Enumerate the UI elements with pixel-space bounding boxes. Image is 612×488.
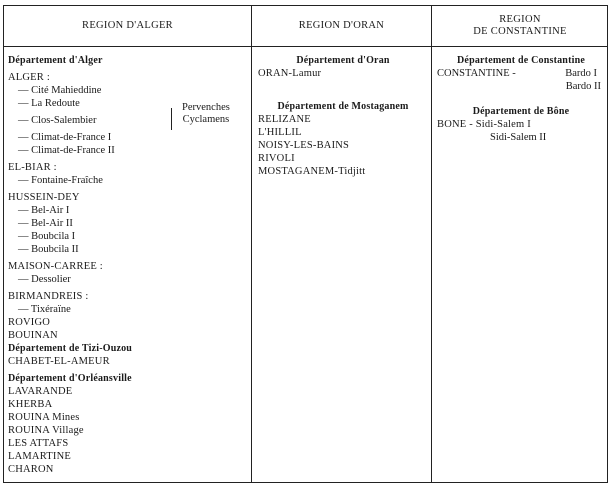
header-rule	[4, 46, 607, 47]
dept-bone-title: Département de Bône	[472, 106, 570, 117]
bracket-note: Pervenches Cyclamens	[182, 102, 230, 125]
town-bone: BONE - Sidi-Salem I	[437, 119, 531, 130]
sub-item: — Tixéraïne	[18, 304, 71, 315]
town-item: LAMARTINE	[8, 451, 71, 462]
town-item: RIVOLI	[258, 153, 295, 164]
town-item: NOISY-LES-BAINS	[258, 140, 350, 151]
town-birmandreis: BIRMANDREIS :	[8, 291, 89, 302]
dept-alger-title: Département d'Alger	[8, 55, 103, 66]
town-item: L'HILLIL	[258, 127, 302, 138]
sub-item: — Bel-Air II	[18, 218, 73, 229]
dept-orleansville-title: Département d'Orléansville	[8, 373, 132, 384]
header-region-alger: REGION D'ALGER	[82, 20, 173, 31]
sub-item: — Boubcila II	[18, 244, 79, 255]
town-bouinan: BOUINAN	[8, 330, 58, 341]
header-region-oran: REGION D'ORAN	[298, 20, 385, 31]
sub-item: — Fontaine-Fraîche	[18, 175, 103, 186]
town-item: CHARON	[8, 464, 54, 475]
sub-item: Bardo II	[565, 81, 601, 92]
sub-item: — Dessolier	[18, 274, 71, 285]
dept-mostaganem-title: Département de Mostaganem	[277, 101, 409, 112]
town-item: LES ATTAFS	[8, 438, 69, 449]
town-alger: ALGER :	[8, 72, 50, 83]
column-divider-2	[431, 6, 432, 482]
town-el-biar: EL-BIAR :	[8, 162, 57, 173]
sub-item: Bardo I	[565, 68, 597, 79]
town-item: KHERBA	[8, 399, 53, 410]
town-maison-carree: MAISON-CARREE :	[8, 261, 103, 272]
sub-item: — Boubcila I	[18, 231, 76, 242]
sub-item: — La Redoute	[18, 98, 80, 109]
sub-item: — Clos-Salembier	[18, 115, 97, 126]
dept-oran-title: Département d'Oran	[296, 55, 390, 66]
sub-item: — Cité Mahieddine	[18, 85, 102, 96]
constantine-row-1	[437, 67, 605, 80]
sub-item: — Bel-Air I	[18, 205, 70, 216]
town-item: MOSTAGANEM-Tidjitt	[258, 166, 366, 177]
town-rovigo: ROVIGO	[8, 317, 51, 328]
town-item: RELIZANE	[258, 114, 311, 125]
town-item: ROUINA Mines	[8, 412, 80, 423]
sub-item: Sidi-Salem II	[490, 132, 547, 143]
town-chabet-el-ameur: CHABET-EL-AMEUR	[8, 356, 110, 367]
town-item: ROUINA Village	[8, 425, 84, 436]
town-oran-lamur: ORAN-Lamur	[258, 68, 322, 79]
sub-item: — Climat-de-France I	[18, 132, 112, 143]
column-divider-1	[251, 6, 252, 482]
dept-constantine-title: Département de Constantine	[457, 55, 585, 66]
column-constantine	[437, 54, 605, 144]
town-hussein-dey: HUSSEIN-DEY	[8, 192, 80, 203]
table-frame	[3, 5, 608, 483]
dept-tizi-ouzou-title: Département de Tizi-Ouzou	[8, 343, 133, 354]
column-oran	[258, 54, 428, 178]
town-constantine: CONSTANTINE -	[437, 68, 516, 79]
header-region-constantine: REGION DE CONSTANTINE	[473, 14, 567, 37]
bracket-line	[171, 108, 172, 130]
sub-item: — Climat-de-France II	[18, 145, 115, 156]
town-item: LAVARANDE	[8, 386, 73, 397]
